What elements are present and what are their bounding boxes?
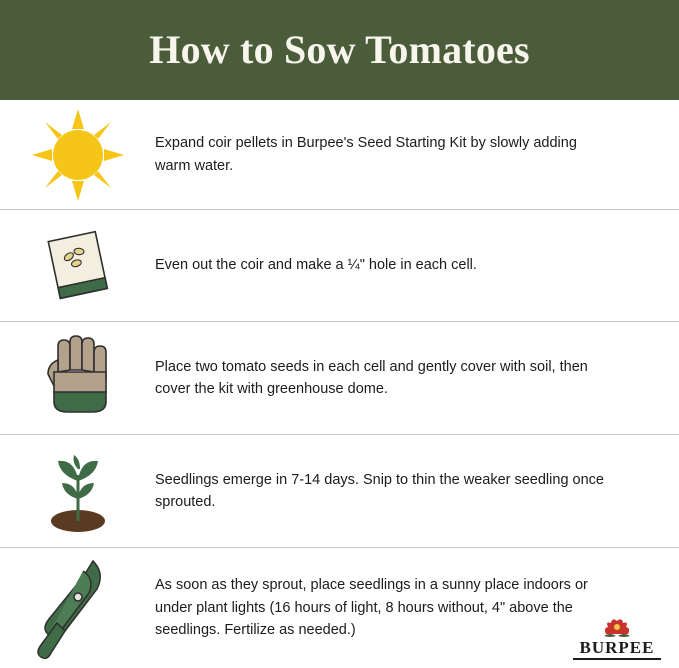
step-description: As soon as they sprout, place seedlings in a sunny place indoors or under plant lights (16 hours of light, 8 hours without, 4" above the seedlings. Fertilize as needed.) — [155, 577, 588, 639]
step-text-cell — [155, 356, 679, 401]
step-description: Even out the coir and make a ¼" hole in each cell. — [155, 257, 477, 274]
steps-list — [0, 100, 679, 668]
flower-icon — [602, 616, 632, 638]
pruning-shears-icon — [23, 553, 133, 663]
logo-divider — [573, 658, 661, 660]
seedling-sprout-icon — [30, 445, 126, 537]
step-icon-cell — [0, 435, 155, 547]
list-item — [0, 435, 679, 548]
list-item — [0, 548, 679, 668]
gardening-glove-icon — [32, 330, 124, 426]
sun-icon — [30, 107, 126, 203]
step-text-cell — [155, 132, 679, 177]
step-text-cell — [155, 469, 679, 514]
step-description: Seedlings emerge in 7-14 days. Snip to thin the weaker seedling once sprouted. — [155, 471, 604, 510]
header-banner — [0, 0, 679, 100]
step-icon-cell — [0, 100, 155, 209]
step-description: Place two tomato seeds in each cell and gently cover with soil, then cover the kit with greenhouse dome. — [155, 358, 588, 397]
list-item — [0, 322, 679, 435]
list-item — [0, 100, 679, 210]
logo-wordmark: BURPEE — [579, 638, 655, 657]
step-text-cell — [155, 254, 679, 276]
seed-packet-icon — [30, 226, 126, 306]
step-icon-cell — [0, 210, 155, 321]
page-title: How to Sow Tomatoes — [149, 27, 530, 72]
burpee-logo — [569, 616, 665, 660]
step-description: Expand coir pellets in Burpee's Seed Starting Kit by slowly adding warm water. — [155, 135, 577, 174]
step-icon-cell — [0, 322, 155, 434]
list-item — [0, 210, 679, 322]
step-icon-cell — [0, 548, 155, 668]
